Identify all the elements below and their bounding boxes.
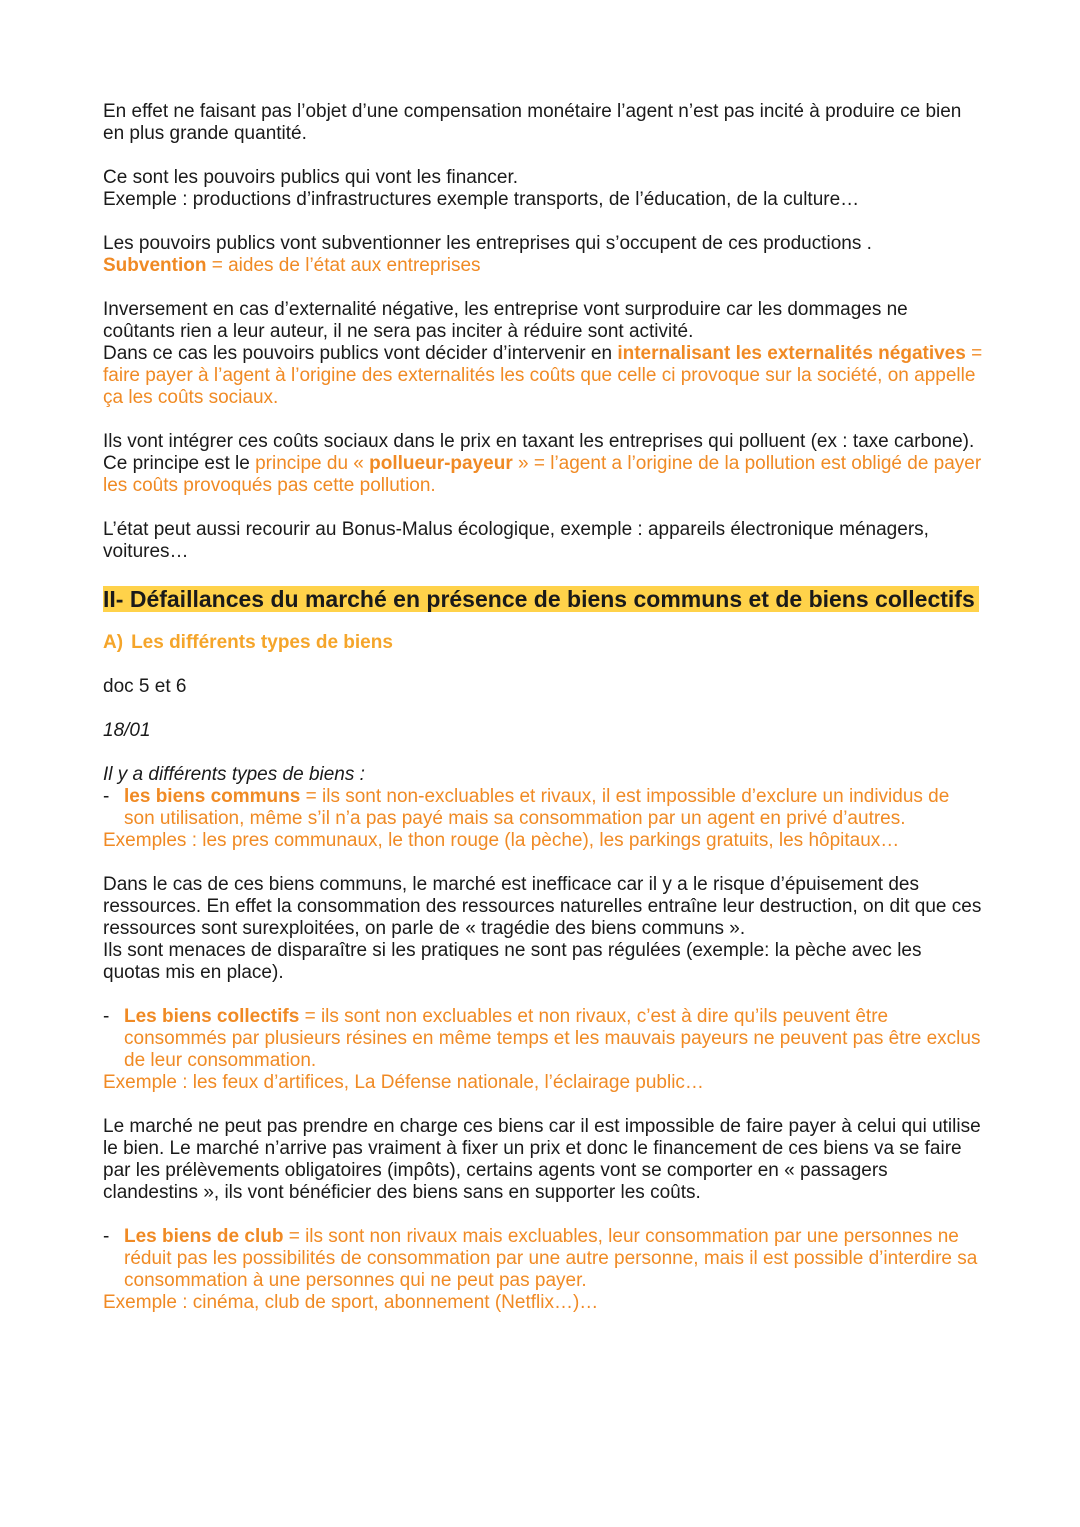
notes-content [103, 101, 983, 1314]
biens-communs-definition: = ils sont non-excluables et rivaux, il est impossible d’exclure un individus de son utilisation, même s’il n’a pas payé mais sa consommation par un agent en privé d’autres. [124, 786, 950, 829]
goods-types-intro: Il y a différents types de biens : [103, 764, 365, 785]
paragraph-subvention [103, 233, 983, 277]
list-item-biens-collectifs [103, 1006, 983, 1072]
subvention-term: Subvention [103, 255, 207, 276]
club-goods-block [103, 1226, 983, 1314]
internalisation-definition: = faire payer à l’agent à l’origine des externalités les coûts que celle ci provoque sur la société, on appelle ça les coûts sociaux. [103, 343, 983, 408]
biens-communs-term: les biens communs [124, 786, 301, 807]
subvention-line: Les pouvoirs publics vont subventionner les entreprises qui s’occupent de ces productions . [103, 233, 872, 254]
principle-line [103, 453, 983, 497]
paragraph-compensation: En effet ne faisant pas l’objet d’une compensation monétaire l’agent n’est pas incité à produire ce bien en plus grande quantité. [103, 101, 962, 144]
biens-collectifs-term: Les biens collectifs [124, 1006, 300, 1027]
subsection-letter: A) [103, 632, 124, 653]
principle-definition: » = l’agent a l’origine de la pollution est obligé de payer les coûts provoqués pas cette pollution. [103, 453, 982, 496]
paragraph-negative-externality [103, 299, 983, 409]
bullet-dash: - [103, 786, 110, 807]
section-heading [103, 585, 983, 614]
financing-line: Ce sont les pouvoirs publics qui vont les financer. [103, 167, 519, 188]
biens-collectifs-definition: = ils sont non excluables et non rivaux, c’est à dire qu’ils peuvent être consommés par plusieurs résines en même temps et les mauvais payeurs ne peuvent pas être exclus de leur consommation. [124, 1006, 981, 1071]
goods-types-block [103, 764, 983, 852]
carbon-tax-line: Ils vont intégrer ces coûts sociaux dans le prix en taxant les entreprises qui polluent (ex : taxe carbone). [103, 431, 975, 452]
subvention-definition [103, 255, 983, 277]
collective-goods-block [103, 1006, 983, 1094]
bullet-dash: - [103, 1226, 110, 1247]
paragraph-financing [103, 167, 983, 211]
subsection-title: Les différents types de biens [131, 632, 393, 653]
internalisation-line [103, 343, 983, 409]
paragraph-free-riders: Le marché ne peut pas prendre en charge ces biens car il est impossible de faire payer à celui qui utilise le bien. Le marché n’arrive pas vraiment à fixer un prix et donc le financement de ces biens va se faire par les prélèvements obligatoires (impôts), certains agents vont se comporter en « passagers clandestins », ils vont bénéficier des biens sans en supporter les coûts. [103, 1116, 981, 1203]
principle-before: principe du « [255, 453, 370, 474]
paragraph-tragedy [103, 874, 983, 984]
tragedy-text: Dans le cas de ces biens communs, le marché est inefficace car il y a le risque d’épuisement des ressources. En effet la consommation des ressources naturelles entraîne leur destruction, on dit que ces ressources sont surexploitées, on parle de « tragédie des biens communs ». [103, 874, 982, 939]
list-item-biens-communs [103, 786, 983, 830]
biens-de-club-definition: = ils sont non rivaux mais excluables, leur consommation par une personnes ne réduit pas les possibilités de consommation par une autre personne, mais il est possible d’interdire sa consommation à une personnes qui ne peut pas payer. [124, 1226, 978, 1291]
paragraph-pollueur-payeur [103, 431, 983, 497]
subvention-definition-text: = aides de l’état aux entreprises [206, 255, 481, 276]
doc-reference: doc 5 et 6 [103, 676, 187, 697]
pollueur-payeur-term: pollueur-payeur [369, 453, 513, 474]
section-title: II- Défaillances du marché en présence de biens communs et de biens collectifs [103, 586, 979, 612]
biens-de-club-example: Exemple : cinéma, club de sport, abonnement (Netflix…)… [103, 1292, 599, 1313]
principle-intro: Ce principe est le [103, 453, 256, 474]
biens-de-club-term: Les biens de club [124, 1226, 284, 1247]
financing-example: Exemple : productions d’infrastructures exemple transports, de l’éducation, de la culture… [103, 189, 860, 210]
list-item-biens-de-club [103, 1226, 983, 1292]
externality-line: Inversement en cas d’externalité négative, les entreprise vont surproduire car les dommages ne coûtants rien a leur auteur, il ne sera pas inciter à réduire sont activité. [103, 299, 908, 342]
bullet-dash: - [103, 1006, 110, 1027]
tragedy-regulation: Ils sont menaces de disparaître si les pratiques ne sont pas régulées (exemple: la pèche avec les quotas mis en place). [103, 940, 922, 983]
internalisation-term: internalisant les externalités négatives [617, 343, 966, 364]
date-label: 18/01 [103, 720, 151, 741]
biens-communs-example: Exemples : les pres communaux, le thon rouge (la pèche), les parkings gratuits, les hôpitaux… [103, 830, 900, 851]
paragraph-bonus-malus: L’état peut aussi recourir au Bonus-Malus écologique, exemple : appareils électronique ménagers, voitures… [103, 519, 929, 562]
subsection-heading [103, 632, 983, 654]
biens-collectifs-example: Exemple : les feux d’artifices, La Défense nationale, l’éclairage public… [103, 1072, 704, 1093]
internalisation-intro: Dans ce cas les pouvoirs publics vont décider d’intervenir en [103, 343, 618, 364]
